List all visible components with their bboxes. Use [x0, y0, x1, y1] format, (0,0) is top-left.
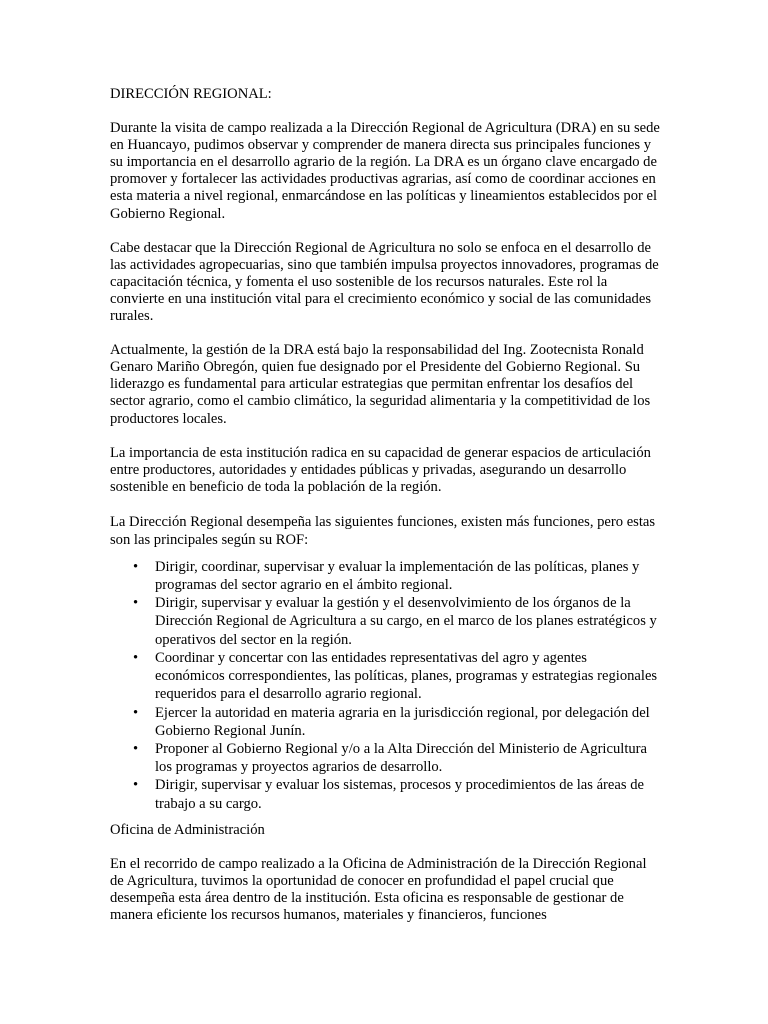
- section-heading: DIRECCIÓN REGIONAL:: [110, 86, 272, 102]
- document-page: [110, 86, 660, 941]
- list-item: [110, 558, 660, 594]
- list-item-text: Dirigir, supervisar y evaluar los sistemas, procesos y procedimientos de las áreas de trabajo a su cargo.: [155, 777, 644, 812]
- list-item: [110, 740, 660, 776]
- list-item: [110, 594, 660, 649]
- list-item-text: Dirigir, coordinar, supervisar y evaluar la implementación de las políticas, planes y programas del sector agrario en el ámbito regional.: [155, 558, 640, 594]
- list-item-text: Coordinar y concertar con las entidades representativas del agro y agentes económicos correspondientes, las políticas, planes, programas y estrategias regionales requeridos para el desarrollo agrario regional.: [155, 649, 658, 703]
- bullet-icon: •: [133, 777, 139, 794]
- paragraph-importance: La importancia de esta institución radica en su capacidad de generar espacios de articulación entre productores, autoridades y entidades públicas y privadas, asegurando un desarrollo sostenible en beneficio de toda la población de la región.: [110, 444, 651, 495]
- list-item: [110, 649, 660, 704]
- bullet-icon: •: [133, 649, 139, 666]
- paragraph-visit: Durante la visita de campo realizada a la Dirección Regional de Agricultura (DRA) en su sede en Huancayo, pudimos observar y comprender de manera directa sus principales funciones y su importancia en el desarrollo agrario de la región. La DRA es un órgano clave encargado de promover y fortalecer las actividades productivas agrarias, así como de coordinar acciones en esta materia a nivel regional, enmarcándose en las políticas y lineamientos establecidos por el Gobierno Regional.: [110, 120, 660, 222]
- bullet-icon: •: [133, 704, 139, 721]
- list-item-text: Proponer al Gobierno Regional y/o a la Alta Dirección del Ministerio de Agricultura los programas y proyectos agrarios de desarrollo.: [155, 740, 648, 776]
- paragraph-management: Actualmente, la gestión de la DRA está bajo la responsabilidad del Ing. Zootecnista Ronald Genaro Mariño Obregón, quien fue designado por el Presidente del Gobierno Regional. Su liderazgo es fundamental para articular estrategias que permitan enfrentar los desafíos del sector agrario, como el cambio climático, la seguridad alimentaria y la competitividad de los productores locales.: [110, 342, 651, 427]
- list-item: [110, 704, 660, 740]
- bullet-icon: •: [133, 740, 139, 757]
- bullet-icon: •: [133, 558, 139, 575]
- office-subheading: Oficina de Administración: [110, 821, 265, 838]
- paragraph-administration: En el recorrido de campo realizado a la Oficina de Administración de la Dirección Regional de Agricultura, tuvimos la oportunidad de conocer en profundidad el papel crucial que desempeña esta área dentro de la institución. Esta oficina es responsable de gestionar de manera eficiente los recursos humanos, materiales y financieros, funciones: [110, 855, 647, 924]
- list-item: [110, 776, 660, 812]
- paragraph-role: Cabe destacar que la Dirección Regional de Agricultura no solo se enfoca en el desarrollo de las actividades agropecuarias, sino que también impulsa proyectos innovadores, programas de capacitación técnica, y fomenta el uso sostenible de los recursos naturales. Este rol la convierte en una institución vital para el crecimiento económico y social de las comunidades rurales.: [110, 239, 659, 325]
- list-item-text: Ejercer la autoridad en materia agraria en la jurisdicción regional, por delegación del Gobierno Regional Junín.: [155, 704, 650, 739]
- functions-list: [110, 558, 660, 813]
- bullet-icon: •: [133, 595, 139, 612]
- functions-intro: La Dirección Regional desempeña las siguientes funciones, existen más funciones, pero estas son las principales según su ROF:: [110, 513, 656, 549]
- list-item-text: Dirigir, supervisar y evaluar la gestión y el desenvolvimiento de los órganos de la Dirección Regional de Agricultura a su cargo, en el marco de los planes estratégicos y operativos del sector en la región.: [155, 595, 657, 648]
